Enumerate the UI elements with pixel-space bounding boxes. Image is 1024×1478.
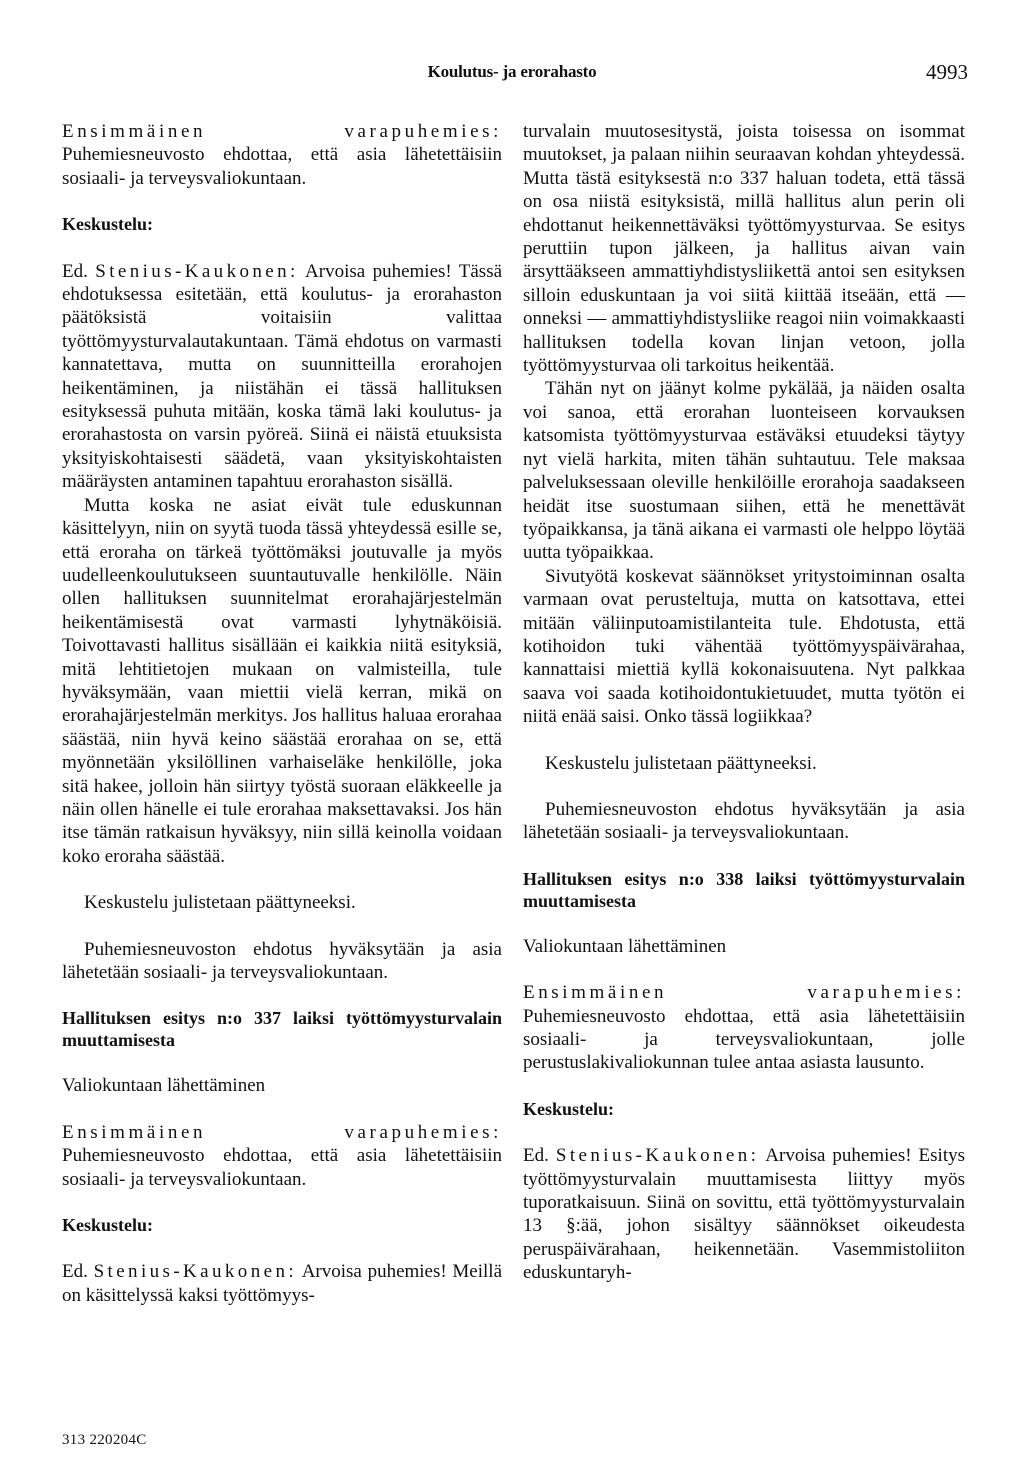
- speech-paragraph: [62, 260, 502, 494]
- speaker-name: Ensimmäinen varapuhemies:: [62, 1121, 502, 1143]
- bill-heading: Hallituksen esitys n:o 337 laiksi työttömyysturvalain muuttamisesta: [62, 1008, 502, 1051]
- speech-paragraph: Mutta koska ne asiat eivät tule eduskunnan käsittelyyn, niin on syytä tuoda tässä yhteydessä esille se, että eroraha on tärkeä työttömäksi joutuvalle ja myös uudelleenkoulutukseen suuntautuvalle henkilölle. Näin ollen hallituksen suunnitelmat erorahajärjestelmän heikentämisestä ovat varmasti lyhytnäköisiä. Toivottavasti hallitus sisällään ei kaikkia niitä esityksiä, mitä lehtitietojen mukaan on valmisteilla, tule hyväksymään, vaan miettii vielä kerran, mikä on erorahajärjestelmän merkitys. Jos hallitus haluaa erorahaa säästää, niin hyvä keino säästää erorahaa on se, että myönnetään yksilöllinen varhaiseläke henkilölle, joka sitä hakee, jolloin hän siirtyy työstä suoraan eläkkeelle ja näin ollen hänelle ei tule erorahaa maksettavaksi. Jos hän itse tämän ratkaisun hyväksyy, niin sillä keinolla voidaan koko eroraha säästää.: [62, 494, 502, 867]
- discussion-heading: Keskustelu:: [523, 1098, 615, 1119]
- speaker-name: Stenius-Kaukonen:: [555, 1145, 760, 1167]
- page-number: 4993: [926, 60, 968, 84]
- speech-text: Puhemiesneuvosto ehdottaa, että asia lähetettäisiin sosiaali- ja terveysvaliokuntaan.: [62, 1145, 502, 1190]
- running-header-title: Koulutus- ja erorahasto: [427, 62, 597, 81]
- left-column: [62, 120, 502, 1307]
- speaker-prefix: Ed.: [523, 1145, 549, 1167]
- right-column: [523, 120, 965, 1285]
- committee-heading: Valiokuntaan lähettäminen: [62, 1075, 266, 1097]
- speaker-name: Stenius-Kaukonen:: [95, 260, 299, 282]
- speech-text: Arvoisa puhemies! Tässä ehdotuksessa esitetään, että koulutus- ja erorahaston päätöksistä voitaisiin valittaa työttömyysturvalautakuntaan. Tämä ehdotus on varmasti kannatettava, mutta on suunnitteilla erorahojen heikentäminen, ja niistähän ei tässä hallituksen esityksessä puhuta mitään, koska tämä laki koulutus- ja erorahastosta on varsin pyöreä. Siinä ei näistä etuuksista yksityiskohtaisesti säädetä, vaan yksityiskohtaisten määräysten antaminen tapahtuu erorahaston sisällä.: [62, 260, 503, 493]
- speech-paragraph: [62, 1260, 502, 1307]
- committee-heading: Valiokuntaan lähettäminen: [523, 935, 727, 957]
- speech-text: Puhemiesneuvosto ehdottaa, että asia lähetettäisiin sosiaali- ja terveysvaliokuntaan.: [62, 144, 502, 189]
- speech-paragraph: [523, 981, 965, 1075]
- speaker-name: Ensimmäinen varapuhemies:: [62, 121, 502, 142]
- discussion-closed: Keskustelu julistetaan päättyneeksi.: [84, 892, 356, 914]
- speech-text: Arvoisa puhemies! Esitys työttömyysturvalain muuttamisesta liittyy myös tuporatkaisuun. Siinä on sovittu, että työttömyysturvalain 13 §:ää, johon sisältyy säännökset oikeudesta peruspäivärahaan, heikennetään. Vasemmistoliiton eduskuntaryh-: [523, 1145, 966, 1284]
- speaker-name: Ensimmäinen varapuhemies:: [523, 982, 965, 1004]
- speech-text: Puhemiesneuvosto ehdottaa, että asia lähetettäisiin sosiaali- ja terveysvaliokuntaan, jolle perustuslakivaliokunnan tulee antaa asiasta lausunto.: [523, 1005, 965, 1074]
- discussion-heading: Keskustelu:: [62, 214, 154, 235]
- discussion-heading: Keskustelu:: [62, 1215, 154, 1236]
- bill-heading: Hallituksen esitys n:o 338 laiksi työttömyysturvalain muuttamisesta: [523, 868, 965, 911]
- speaker-prefix: Ed.: [62, 260, 88, 282]
- speech-paragraph: turvalain muutosesitystä, joista toisessa on isommat muutokset, ja palaan niihin seuraavan kohdan yhteydessä. Mutta tästä esityksestä n:o 337 haluan todeta, että tässä on osa niistä esityksistä, millä hallitus alun perin oli ehdottanut heikennettäväksi työttömyysturvaa. Se esitys peruttiin tupon jälkeen, ja hallitus aivan vain ärsyttääkseen ammattiyhdistysliikettä antoi sen esityksen silloin eduskuntaan ja voi siitä kiittää itseään, että — onneksi — ammattiyhdistysliike reagoi niin voimakkaasti hallituksen todella kovan linjan vetoon, jolla työttömyysturvaa oli tarkoitus heikentää.: [523, 121, 965, 377]
- speech-text: Arvoisa puhemies! Meillä on käsittelyssä kaksi työttömyys-: [62, 1261, 503, 1306]
- speech-paragraph: [62, 1121, 502, 1191]
- speaker-name: Stenius-Kaukonen:: [93, 1261, 298, 1283]
- speaker-prefix: Ed.: [62, 1261, 88, 1283]
- decision-text: Puhemiesneuvoston ehdotus hyväksytään ja asia lähetetään sosiaali- ja terveysvaliokuntaan.: [523, 798, 965, 844]
- speech-paragraph: Tähän nyt on jäänyt kolme pykälää, ja näiden osalta voi sanoa, että erorahan luonteiseen korvauksen katsomista työttömyysturvaa estäväksi etuudeksi täytyy nyt vielä harkita, miten tähän suhtautuu. Tele maksaa palveluksessaan oleville henkilöille erorahoja saadakseen heidät itse suostumaan siihen, että he menettävät työpaikkansa, ja tänä aikana ei varmasti ole helppo löytää uutta työpaikkaa.: [523, 378, 965, 564]
- discussion-closed: Keskustelu julistetaan päättyneeksi.: [545, 752, 817, 774]
- speech-paragraph: Sivutyötä koskevat säännökset yritystoiminnan osalta varmaan ovat perusteltuja, mutta on katsottava, ettei mitään väliinputoamistilanteita tule. Ehdotusta, että kotihoidon tuki vähentää työttömyyspäivärahaa, kannattaisi miettiä kyllä kokonaisuutena. Nyt palkkaa saava voi saada kotihoidontukietuudet, mutta työtön ei niitä enää saisi. Onko tässä logiikkaa?: [523, 565, 965, 728]
- print-code: 313 220204C: [62, 1432, 147, 1448]
- speech-paragraph: [62, 120, 502, 190]
- speech-paragraph: [523, 1144, 965, 1284]
- decision-text: Puhemiesneuvoston ehdotus hyväksytään ja asia lähetetään sosiaali- ja terveysvaliokuntaan.: [62, 938, 502, 983]
